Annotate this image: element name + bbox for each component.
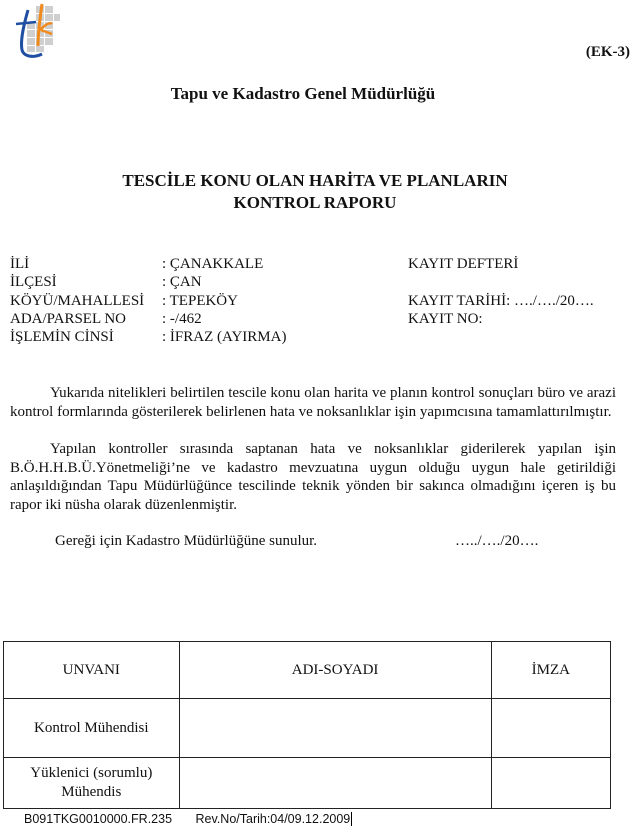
title-line-2: KONTROL RAPORU [233, 193, 397, 212]
field-value: : İFRAZ (AYIRMA) [162, 329, 287, 346]
row-title-line-2: Mühendis [61, 784, 122, 800]
field-label: KÖYÜ/MAHALLESİ [10, 292, 145, 309]
field-value: : ÇANAKKALE [162, 256, 264, 272]
field-row-koy [10, 292, 286, 310]
revision-info: Rev.No/Tarih:04/09.12.2009 [195, 812, 351, 826]
spacer [408, 273, 594, 291]
submission-date: …../…./20…. [455, 533, 539, 549]
document-title [0, 170, 636, 214]
field-label: ADA/PARSEL NO [10, 310, 126, 327]
signature-table [3, 641, 611, 809]
header-unvani: UNVANI [4, 642, 180, 699]
table-row [4, 758, 611, 809]
table-row [4, 699, 611, 758]
submission-text: Gereği için Kadastro Müdürlüğüne sunulur. [55, 533, 318, 549]
field-value: : -/462 [162, 310, 202, 327]
registry-number: KAYIT NO: [408, 310, 483, 327]
field-row-il [10, 255, 286, 273]
row-title [4, 758, 180, 809]
field-label: İŞLEMİN CİNSİ [10, 329, 114, 346]
property-fields [10, 255, 286, 346]
body-paragraph-2: Yapılan kontroller sırasında saptanan hata ve noksanlıklar giderilerek yapılan işin B.Ö.H.H.B.Ü.Yönetmeliği’ne ve kadastro mevzuatına uygun olduğu uygun hale getirildiği anlaşıldığından Tapu Müdürlüğünce tescilinde teknik yönden bir sakınca olmadığını içeren iş bu rapor iki nüsha olarak düzenlenmiştir. [10, 441, 616, 513]
field-value: : TEPEKÖY [162, 292, 238, 309]
signature-cell[interactable] [491, 699, 610, 758]
field-row-ada-parsel [10, 310, 286, 328]
header-imza: İMZA [491, 642, 610, 699]
field-label: İLÇESİ [10, 274, 57, 291]
field-value: : ÇAN [162, 274, 202, 291]
title-line-1: TESCİLE KONU OLAN HARİTA VE PLANLARIN [122, 171, 508, 190]
form-code: B091TKG0010000.FR.235 [24, 812, 173, 826]
footer [24, 812, 352, 826]
field-label: İLİ [10, 256, 30, 272]
name-cell[interactable] [179, 758, 491, 809]
registry-date: KAYIT TARİHİ: …./…./20…. [408, 292, 594, 309]
organization-name [0, 84, 636, 104]
signature-cell[interactable] [491, 758, 610, 809]
name-cell[interactable] [179, 699, 491, 758]
header-adi-soyadi: ADI-SOYADI [179, 642, 491, 699]
field-row-ilce [10, 273, 286, 291]
row-title-line-1: Yüklenici (sorumlu) [30, 765, 153, 781]
annex-label: (EK-3) [585, 44, 630, 60]
tkgm-logo-icon [12, 2, 64, 60]
registry-block [408, 255, 594, 328]
table-header-row [4, 642, 611, 699]
field-row-islem [10, 328, 286, 346]
organization-name-text: Tapu ve Kadastro Genel Müdürlüğü [170, 84, 436, 103]
row-title: Kontrol Mühendisi [4, 699, 180, 758]
body-paragraph-1: Yukarıda nitelikleri belirtilen tescile konu olan harita ve planın kontrol sonuçları büro ve arazi kontrol formlarında gösterilerek belirlenen hata ve noksanlıklar işin yapımcısına tamamlattırılmıştır. [10, 385, 616, 420]
registry-book: KAYIT DEFTERİ [408, 256, 519, 272]
